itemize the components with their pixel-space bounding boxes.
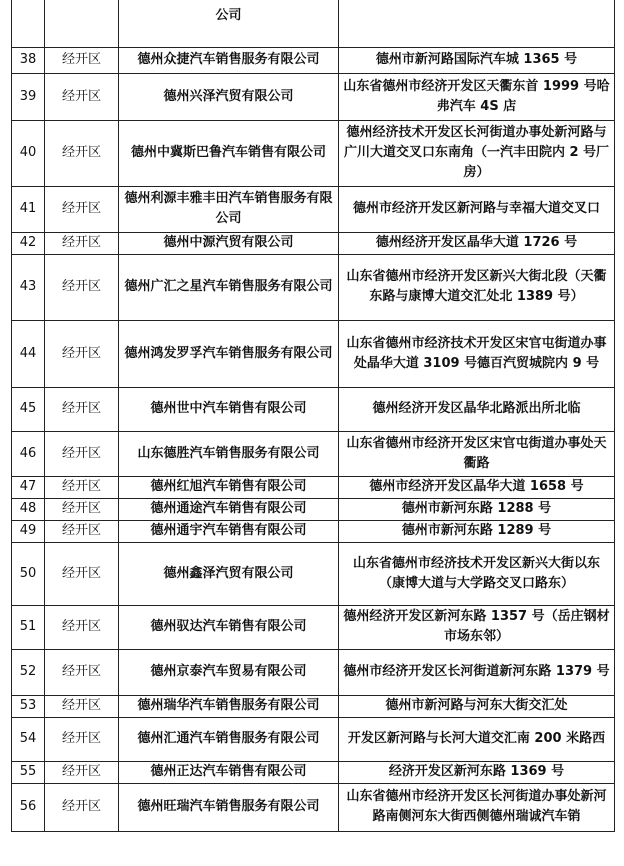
table-row — [12, 73, 615, 120]
cell-district: 经开区 — [45, 717, 119, 761]
cell-district: 经开区 — [45, 431, 119, 476]
cell-address: 德州市经济开发区新河路与幸福大道交叉口 — [339, 186, 615, 232]
cell-district: 经开区 — [45, 498, 119, 520]
cell-company: 德州世中汽车销售有限公司 — [119, 387, 339, 431]
cell-district: 经开区 — [45, 520, 119, 542]
table-row — [12, 498, 615, 520]
cell-address: 山东省德州市经济开发区宋官屯街道办事处天衢路 — [339, 431, 615, 476]
cell-no: 41 — [12, 186, 45, 232]
table-row — [12, 605, 615, 649]
cell-no: 52 — [12, 649, 45, 695]
cell-no: 56 — [12, 783, 45, 831]
cell-company: 德州红旭汽车销售有限公司 — [119, 476, 339, 498]
cell-no: 44 — [12, 320, 45, 387]
cell-district: 经开区 — [45, 476, 119, 498]
cell-address: 德州经济开发区晶华大道 1726 号 — [339, 232, 615, 254]
table-row — [12, 232, 615, 254]
cell-address: 经济开发区新河东路 1369 号 — [339, 761, 615, 783]
cell-address: 德州市新河路国际汽车城 1365 号 — [339, 47, 615, 73]
table-row — [12, 520, 615, 542]
cell-address: 山东省德州市经济技术开发区新兴大街以东（康博大道与大学路交叉口路东） — [339, 542, 615, 605]
cell-company: 德州正达汽车销售有限公司 — [119, 761, 339, 783]
cell-no: 53 — [12, 695, 45, 717]
cell-address: 开发区新河路与长河大道交汇南 200 米路西 — [339, 717, 615, 761]
cell-address: 德州市新河东路 1289 号 — [339, 520, 615, 542]
cell-address: 山东省德州市经济开发区天衢东首 1999 号哈弗汽车 4S 店 — [339, 73, 615, 120]
cell-company: 德州中冀斯巴鲁汽车销售有限公司 — [119, 120, 339, 186]
cell-no: 43 — [12, 254, 45, 320]
cell-district: 经开区 — [45, 542, 119, 605]
cell-address: 德州市新河东路 1288 号 — [339, 498, 615, 520]
cell-no: 39 — [12, 73, 45, 120]
dealer-table — [11, 0, 615, 832]
cell-address: 德州经济开发区晶华北路派出所北临 — [339, 387, 615, 431]
cell-company: 德州中源汽贸有限公司 — [119, 232, 339, 254]
table-row — [12, 717, 615, 761]
cell-district: 经开区 — [45, 120, 119, 186]
cell-company: 德州京泰汽车贸易有限公司 — [119, 649, 339, 695]
cell-no: 45 — [12, 387, 45, 431]
table-row — [12, 695, 615, 717]
cell-district: 经开区 — [45, 186, 119, 232]
cell-no: 48 — [12, 498, 45, 520]
cell-no: 49 — [12, 520, 45, 542]
cell-address: 山东省德州市经济开发区新兴大街北段（天衢东路与康博大道交汇处北 1389 号） — [339, 254, 615, 320]
cell-company: 德州广汇之星汽车销售服务有限公司 — [119, 254, 339, 320]
cell-district: 经开区 — [45, 695, 119, 717]
table-row — [12, 387, 615, 431]
cell-district: 经开区 — [45, 761, 119, 783]
cell-company: 公司 — [119, 0, 339, 47]
cell-no: 46 — [12, 431, 45, 476]
table-row-partial — [12, 0, 615, 47]
cell-company: 德州鑫泽汽贸有限公司 — [119, 542, 339, 605]
cell-district: 经开区 — [45, 73, 119, 120]
cell-no: 54 — [12, 717, 45, 761]
cell-address — [339, 0, 615, 47]
cell-district: 经开区 — [45, 320, 119, 387]
cell-no: 50 — [12, 542, 45, 605]
cell-no: 42 — [12, 232, 45, 254]
cell-company: 德州兴泽汽贸有限公司 — [119, 73, 339, 120]
cell-no: 47 — [12, 476, 45, 498]
cell-no — [12, 0, 45, 47]
table-row — [12, 320, 615, 387]
table-row — [12, 649, 615, 695]
cell-address: 山东省德州市经济开发区长河街道办事处新河路南侧河东大街西侧德州瑞诚汽车销 — [339, 783, 615, 831]
cell-no: 38 — [12, 47, 45, 73]
cell-district: 经开区 — [45, 47, 119, 73]
cell-company: 德州汇通汽车销售服务有限公司 — [119, 717, 339, 761]
table-row — [12, 47, 615, 73]
cell-district: 经开区 — [45, 649, 119, 695]
cell-no: 40 — [12, 120, 45, 186]
cell-company: 德州鸿发罗孚汽车销售服务有限公司 — [119, 320, 339, 387]
cell-address: 德州经济开发区新河东路 1357 号（岳庄钢材市场东邻） — [339, 605, 615, 649]
table-row — [12, 542, 615, 605]
cell-address: 山东省德州市经济技术开发区宋官屯街道办事处晶华大道 3109 号德百汽贸城院内 9 号 — [339, 320, 615, 387]
table-row — [12, 476, 615, 498]
cell-no: 51 — [12, 605, 45, 649]
cell-company: 德州驭达汽车销售有限公司 — [119, 605, 339, 649]
cell-no: 55 — [12, 761, 45, 783]
cell-company: 山东德胜汽车销售服务有限公司 — [119, 431, 339, 476]
cell-company: 德州众捷汽车销售服务有限公司 — [119, 47, 339, 73]
table-row — [12, 761, 615, 783]
cell-district: 经开区 — [45, 387, 119, 431]
cell-address: 德州市新河路与河东大街交汇处 — [339, 695, 615, 717]
cell-address: 德州市经济开发区长河街道新河东路 1379 号 — [339, 649, 615, 695]
cell-company: 德州利源丰雅丰田汽车销售服务有限公司 — [119, 186, 339, 232]
table-row — [12, 120, 615, 186]
cell-company: 德州旺瑞汽车销售服务有限公司 — [119, 783, 339, 831]
cell-district: 经开区 — [45, 254, 119, 320]
table-row — [12, 186, 615, 232]
cell-address: 德州经济技术开发区长河街道办事处新河路与广川大道交叉口东南角（一汽丰田院内 2 号厂房） — [339, 120, 615, 186]
cell-company: 德州瑞华汽车销售服务有限公司 — [119, 695, 339, 717]
cell-district: 经开区 — [45, 232, 119, 254]
cell-district: 经开区 — [45, 783, 119, 831]
cell-district: 经开区 — [45, 605, 119, 649]
cell-district — [45, 0, 119, 47]
cell-address: 德州市经济开发区晶华大道 1658 号 — [339, 476, 615, 498]
cell-company: 德州通宇汽车销售有限公司 — [119, 520, 339, 542]
table-row — [12, 254, 615, 320]
table-row — [12, 783, 615, 831]
cell-company: 德州通途汽车销售有限公司 — [119, 498, 339, 520]
dealer-table-body — [12, 0, 615, 831]
table-row — [12, 431, 615, 476]
